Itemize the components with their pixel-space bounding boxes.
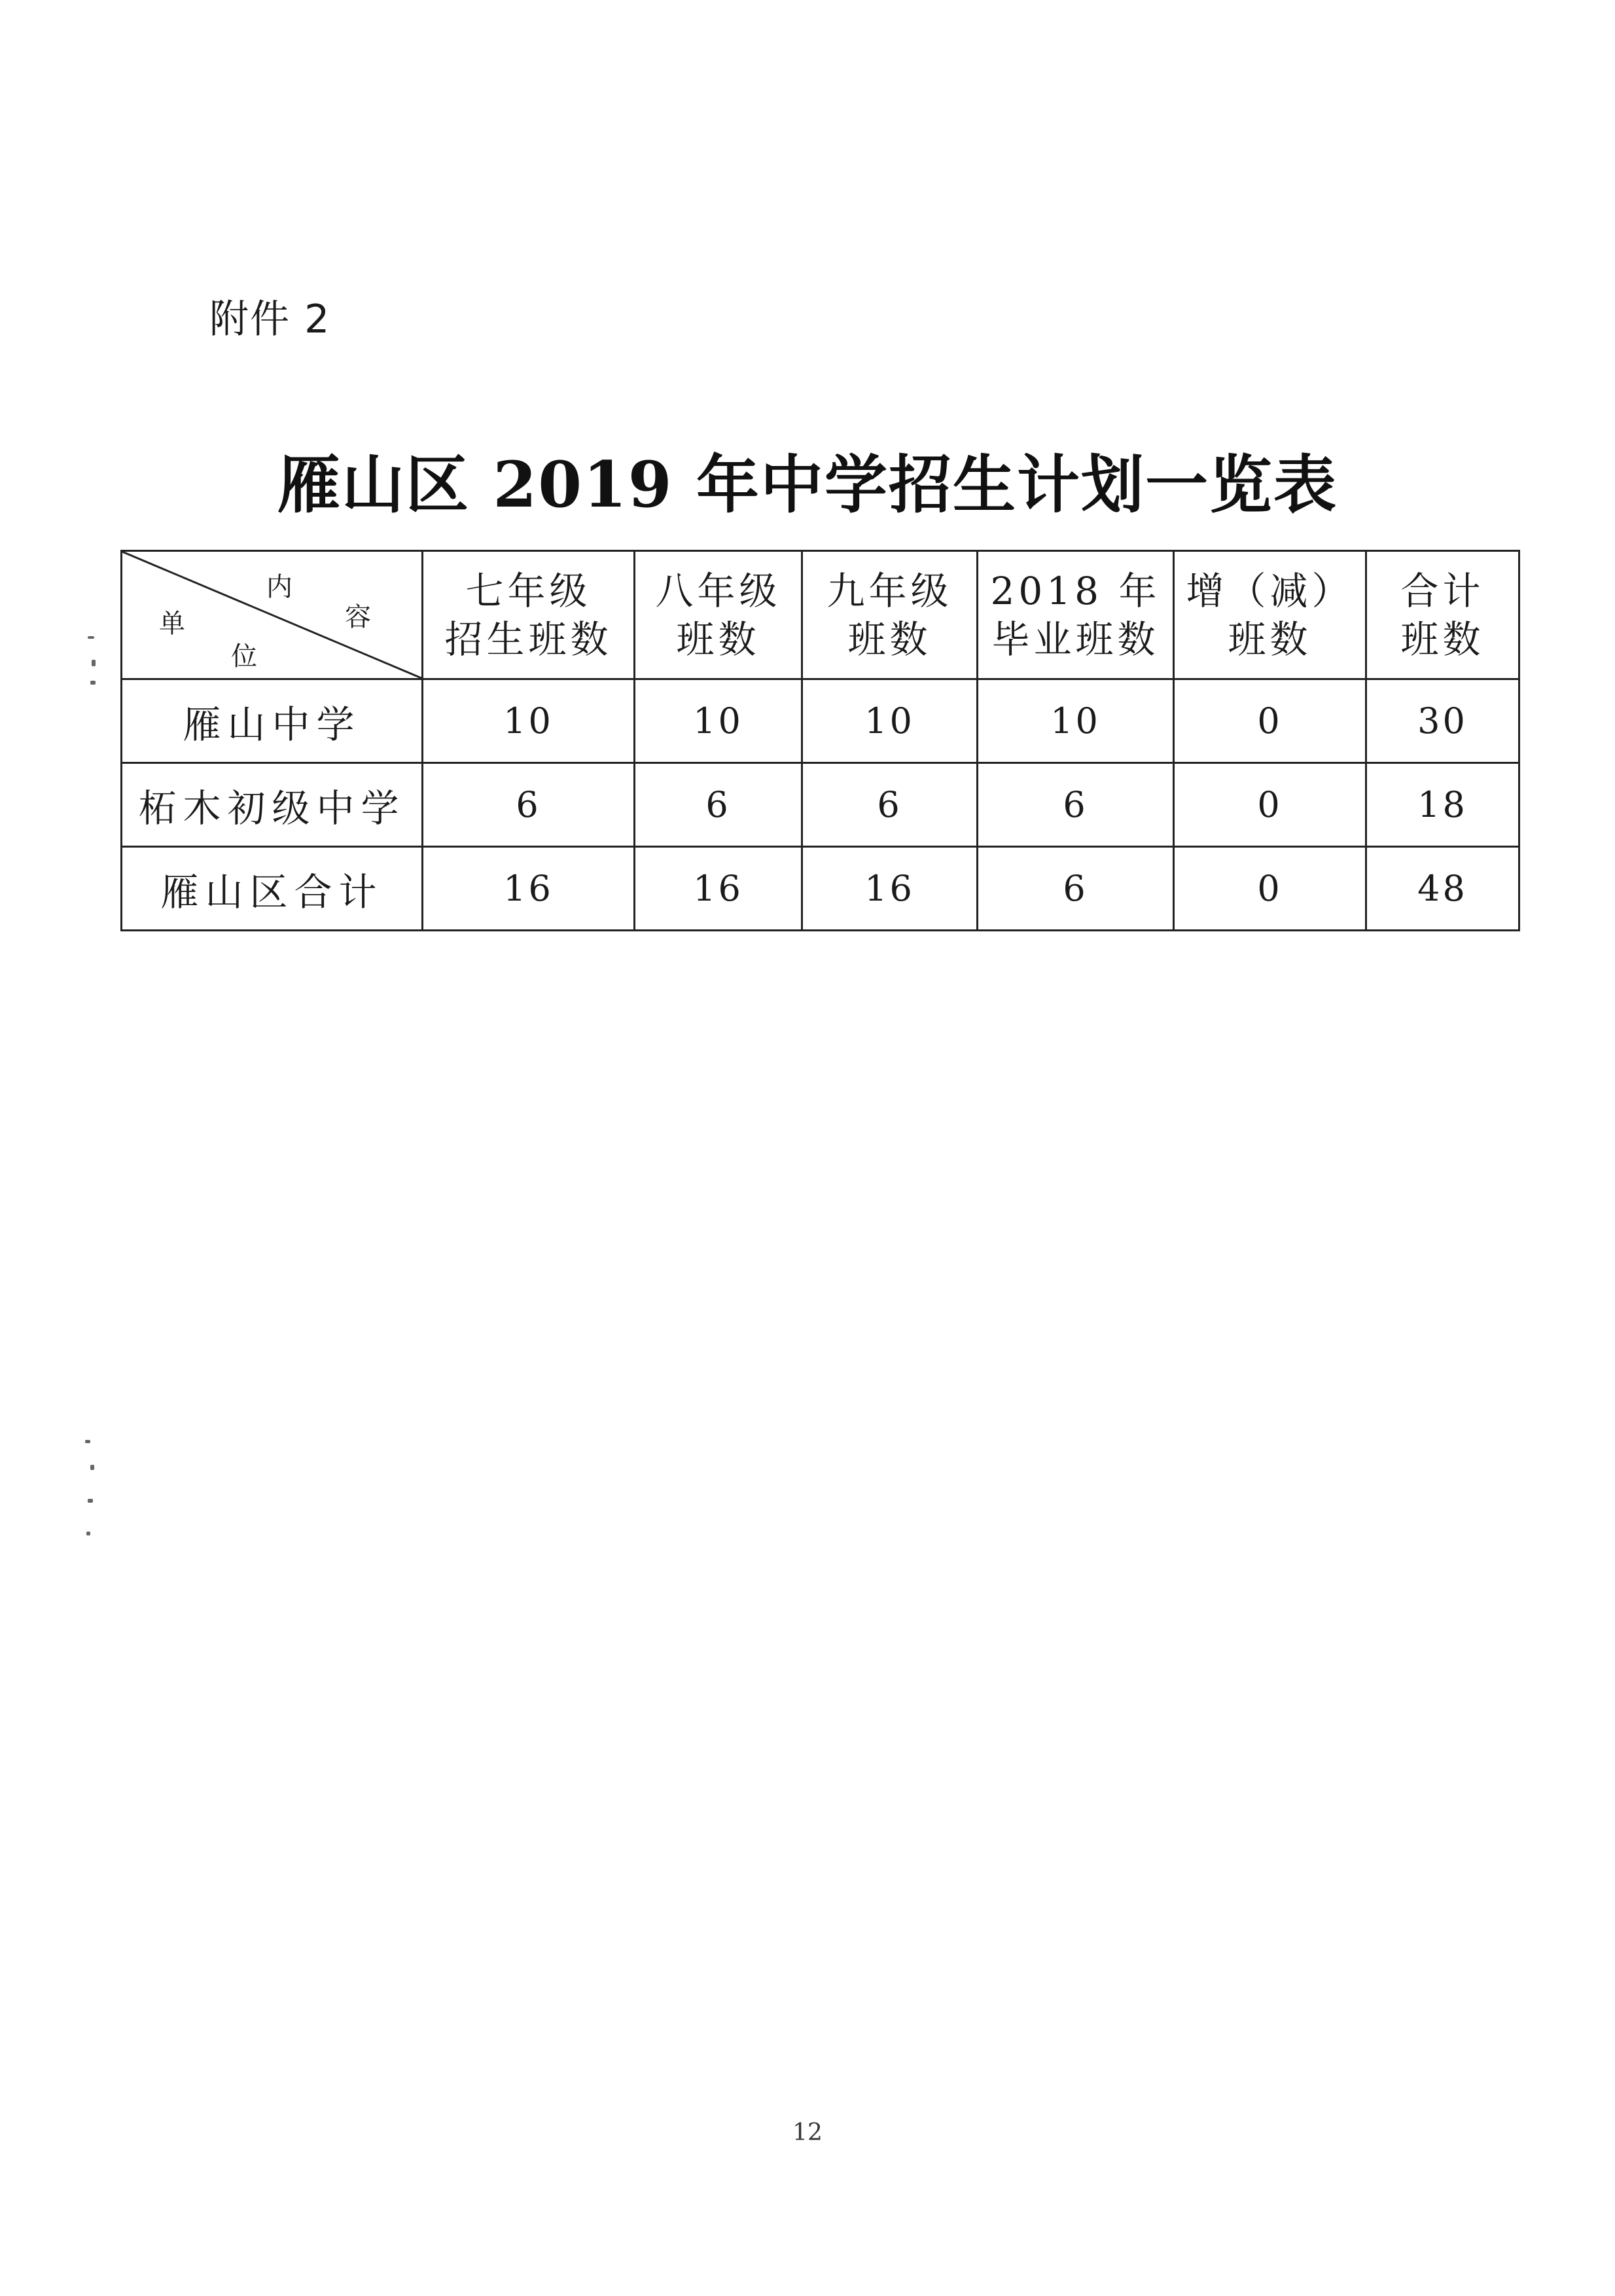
page-number: 12 [792, 2119, 823, 2146]
value-cell: 16 [423, 847, 635, 931]
scan-speck [92, 660, 96, 666]
column-header-line2: 招生班数 [444, 617, 612, 662]
scan-speck [90, 681, 96, 685]
column-header-total [1366, 551, 1519, 679]
table-header-row [122, 551, 1519, 679]
table-row [122, 847, 1519, 931]
document-title: 雁山区 2019 年中学招生计划一览表 [277, 448, 1338, 522]
unit-name-cell: 雁山区合计 [122, 847, 423, 931]
corner-header-cell [122, 551, 423, 679]
value-cell: 10 [802, 679, 978, 763]
unit-name-cell: 柘木初级中学 [122, 763, 423, 847]
scan-speck [85, 1440, 90, 1443]
value-cell: 48 [1366, 847, 1519, 931]
value-cell: 6 [978, 763, 1174, 847]
value-cell: 6 [635, 763, 802, 847]
table-row [122, 679, 1519, 763]
value-cell: 18 [1366, 763, 1519, 847]
value-cell: 16 [635, 847, 802, 931]
column-header-grade9 [802, 551, 978, 679]
value-cell: 0 [1174, 763, 1366, 847]
value-cell: 16 [802, 847, 978, 931]
attachment-label: 附件 2 [209, 296, 331, 342]
corner-label-content-1: 内 [266, 572, 293, 602]
scan-speck [86, 1532, 90, 1535]
column-header-line2: 班数 [676, 617, 760, 662]
column-header-line2: 毕业班数 [991, 617, 1160, 662]
column-header-line1: 增（减） [1186, 568, 1354, 613]
column-header-line1: 合计 [1400, 568, 1485, 613]
unit-name-cell: 雁山中学 [122, 679, 423, 763]
value-cell: 10 [978, 679, 1174, 763]
column-header-line2: 班数 [847, 617, 932, 662]
enrollment-plan-table [120, 550, 1520, 931]
value-cell: 0 [1174, 679, 1366, 763]
value-cell: 30 [1366, 679, 1519, 763]
corner-label-unit-2: 位 [231, 641, 257, 672]
scan-speck [90, 1465, 94, 1470]
column-header-line2: 班数 [1400, 617, 1485, 662]
column-header-line1: 九年级 [826, 568, 953, 613]
scan-speck [88, 636, 94, 639]
value-cell: 6 [978, 847, 1174, 931]
value-cell: 6 [423, 763, 635, 847]
value-cell: 0 [1174, 847, 1366, 931]
column-header-grade8 [635, 551, 802, 679]
table-row [122, 763, 1519, 847]
value-cell: 6 [802, 763, 978, 847]
column-header-line1: 2018 年 [990, 568, 1161, 613]
column-header-grade7 [423, 551, 635, 679]
column-header-line1: 七年级 [465, 568, 592, 613]
column-header-change [1174, 551, 1366, 679]
column-header-graduating [978, 551, 1174, 679]
corner-label-content-2: 容 [345, 602, 371, 632]
value-cell: 10 [423, 679, 635, 763]
column-header-line2: 班数 [1228, 617, 1312, 662]
value-cell: 10 [635, 679, 802, 763]
scan-speck [88, 1499, 93, 1503]
column-header-line1: 八年级 [655, 568, 781, 613]
corner-label-unit-1: 单 [159, 609, 185, 639]
